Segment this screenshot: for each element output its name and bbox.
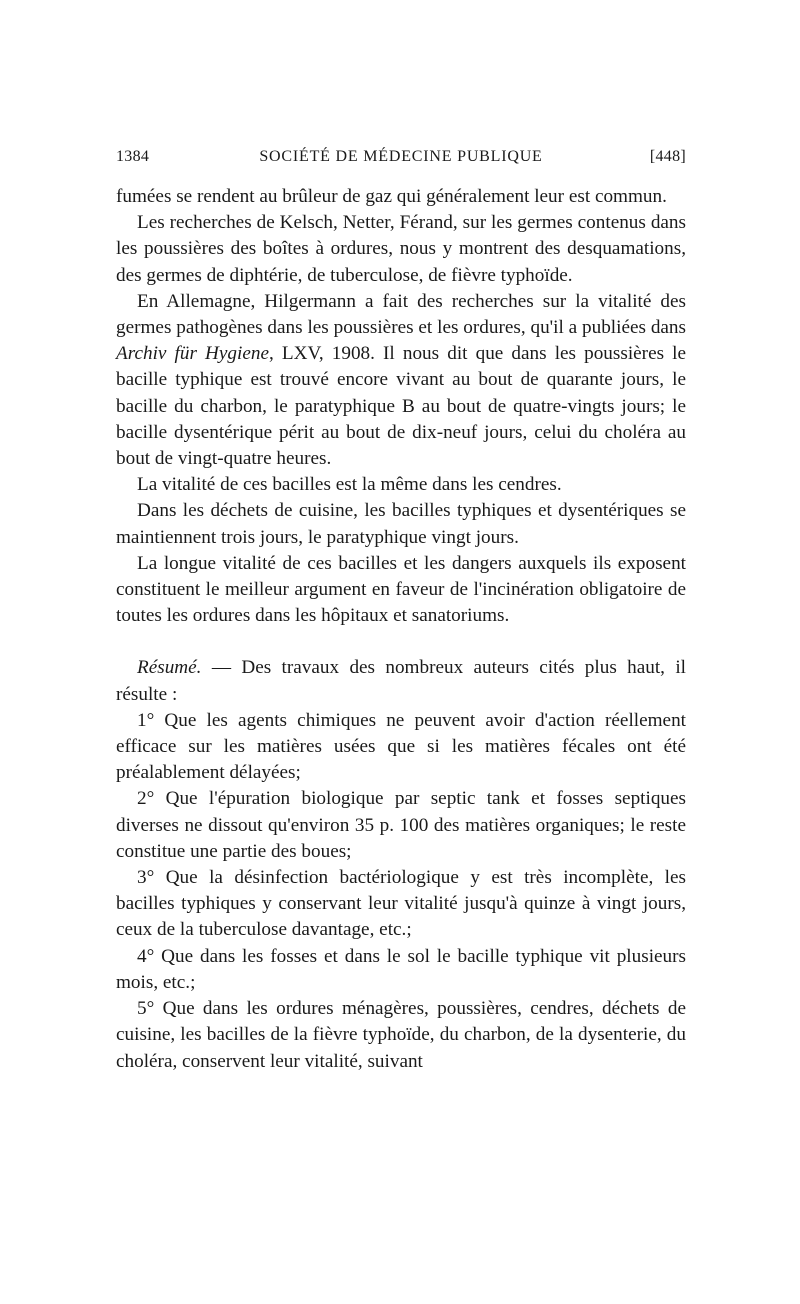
summary-item: 1° Que les agents chimiques ne peuvent avoir d'action réellement efficace sur les matières usées que si les matières fécales ont été préalablement délayées;	[116, 709, 686, 784]
summary-label: Résumé.	[137, 657, 202, 679]
section-gap	[116, 629, 686, 655]
summary-intro	[116, 655, 686, 707]
summary-item: 4° Que dans les fosses et dans le sol le bacille typhique vit plusieurs mois, etc.;	[116, 945, 686, 993]
paragraph: Dans les déchets de cuisine, les bacilles typhiques et dysentériques se maintiennent trois jours, le paratyphique vingt jours.	[116, 500, 686, 548]
paragraph: Les recherches de Kelsch, Netter, Férand, sur les germes contenus dans les poussières des boîtes à ordures, nous y montrent des desquamations, des germes de diphtérie, de tuberculose, de fièvre typhoïde.	[116, 212, 686, 286]
paragraph-text: En Allemagne, Hilgermann a fait des recherches sur la vitalité des germes pathogènes dans les poussières et les ordures, qu'il a publiées dans	[116, 290, 686, 339]
paragraph: La vitalité de ces bacilles est la même dans les cendres.	[137, 474, 562, 496]
summary-item: 5° Que dans les ordures ménagères, poussières, cendres, déchets de cuisine, les bacilles de la fièvre typhoïde, du charbon, de la dysenterie, du choléra, conservent leur vitalité, suivant	[116, 998, 686, 1072]
summary-item: 2° Que l'épuration biologique par septic tank et fosses septiques diverses ne dissout qu'environ 35 p. 100 des matières organiques; le reste constitue une partie des boues;	[116, 788, 686, 862]
page-reference: [448]	[649, 148, 686, 165]
journal-title: Archiv für Hygiene	[116, 343, 269, 365]
paragraph	[116, 289, 686, 472]
paragraph-text: , LXV, 1908. Il nous dit que dans les poussières le bacille typhique est trouvé encore vivant au bout de quarante jours, le bacille du charbon, le paratyphique B au bout de quatre-vingts jours; le bacille dysentérique périt au bout de dix-neuf jours, celui du choléra au bout de vingt-quatre heures.	[116, 343, 687, 470]
running-title: SOCIÉTÉ DE MÉDECINE PUBLIQUE	[259, 148, 543, 165]
page-number: 1384	[116, 148, 150, 165]
running-header	[116, 148, 686, 172]
summary-item: 3° Que la désinfection bactériologique y est très incomplète, les bacilles typhiques y conservant leur vitalité jusqu'à quinze à vingt jours, ceux de la tuberculose davantage, etc.;	[116, 867, 686, 941]
summary-intro-text: — Des travaux des nombreux auteurs cités plus haut, il résulte :	[116, 657, 686, 705]
paragraph: fumées se rendent au brûleur de gaz qui généralement leur est commun.	[116, 186, 667, 207]
paragraph: La longue vitalité de ces bacilles et les dangers auxquels ils exposent constituent le meilleur argument en faveur de l'incinération obligatoire de toutes les ordures dans les hôpitaux et sanatoriums.	[116, 552, 686, 627]
page-body	[116, 184, 686, 1075]
